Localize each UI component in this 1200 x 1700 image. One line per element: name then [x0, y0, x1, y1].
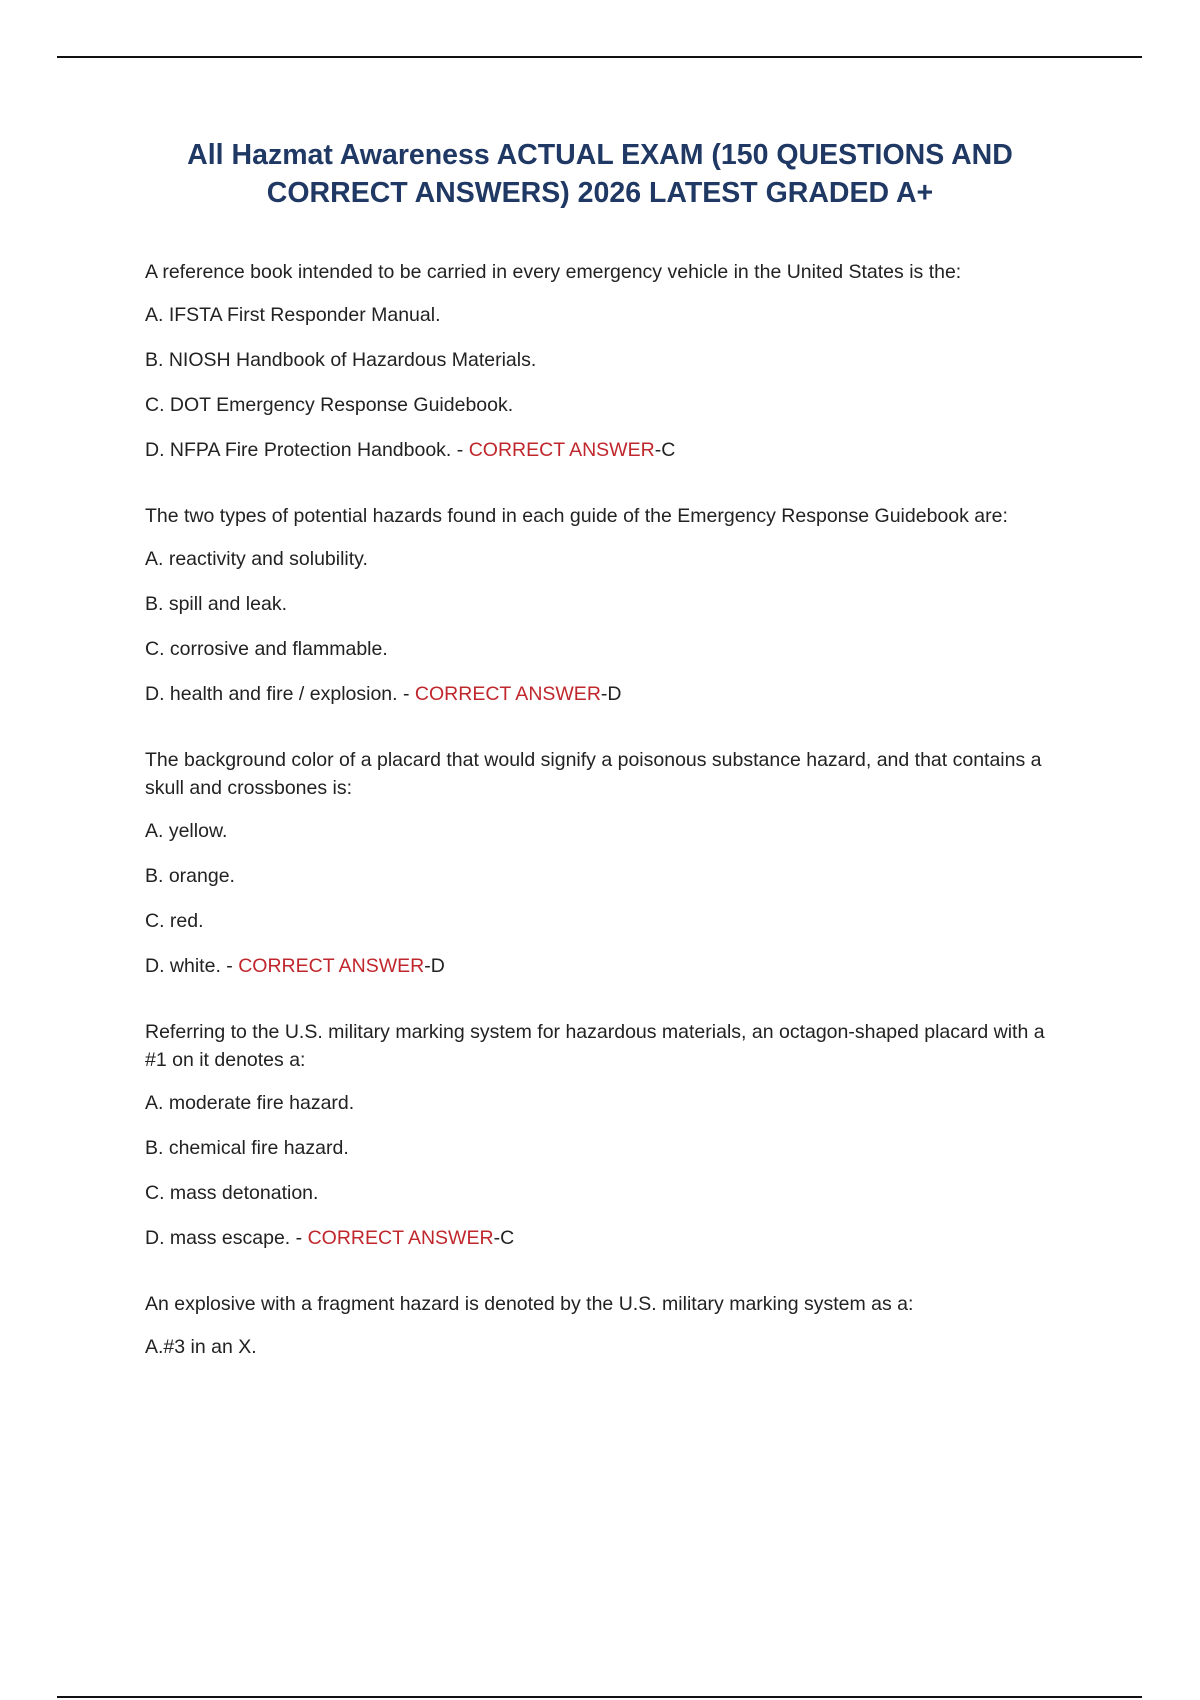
option-d: D. health and fire / explosion. -	[145, 683, 410, 705]
question-text: Referring to the U.S. military marking system for hazardous materials, an octagon-shaped placard with a #1 on it denotes a:	[145, 1021, 1045, 1071]
page-bottom-rule	[57, 1696, 1142, 1698]
option-c: C. DOT Emergency Response Guidebook.	[145, 394, 514, 416]
correct-answer-letter: D	[430, 955, 445, 977]
question-list	[145, 258, 1065, 1399]
option-b: B. spill and leak.	[145, 593, 287, 615]
question-text: The background color of a placard that would signify a poisonous substance hazard, and that contains a skull and crossbones is:	[145, 749, 1042, 799]
option-a: A.#3 in an X.	[145, 1336, 257, 1358]
question-text: A reference book intended to be carried in every emergency vehicle in the United States is the:	[145, 261, 962, 283]
document-title-line-2: CORRECT ANSWERS) 2026 LATEST GRADED A+	[266, 177, 934, 209]
correct-answer-letter: D	[607, 683, 622, 705]
question-3	[145, 746, 1065, 980]
question-2	[145, 502, 1065, 708]
option-d-with-answer: D. white. - CORRECT ANSWER-D	[145, 955, 445, 977]
option-b: B. orange.	[145, 865, 235, 887]
option-b: B. chemical fire hazard.	[145, 1137, 349, 1159]
option-d-with-answer: D. NFPA Fire Protection Handbook. - CORRECT ANSWER-C	[145, 439, 676, 461]
question-1	[145, 258, 1065, 464]
document-title-line-1: All Hazmat Awareness ACTUAL EXAM (150 QUESTIONS AND	[187, 139, 1013, 171]
document-title	[0, 136, 1200, 212]
option-c: C. corrosive and flammable.	[145, 638, 388, 660]
option-c: C. red.	[145, 910, 204, 932]
correct-answer-label: CORRECT ANSWER	[307, 1227, 494, 1249]
option-d: D. white. -	[145, 955, 233, 977]
question-5	[145, 1290, 1065, 1361]
option-a: A. yellow.	[145, 820, 228, 842]
question-4	[145, 1018, 1065, 1252]
option-a: A. reactivity and solubility.	[145, 548, 368, 570]
question-text: The two types of potential hazards found in each guide of the Emergency Response Guidebook are:	[145, 505, 1008, 527]
option-d: D. NFPA Fire Protection Handbook. -	[145, 439, 464, 461]
correct-answer-label: CORRECT ANSWER	[238, 955, 425, 977]
option-a: A. IFSTA First Responder Manual.	[145, 304, 441, 326]
option-c: C. mass detonation.	[145, 1182, 319, 1204]
correct-answer-label: CORRECT ANSWER	[414, 683, 601, 705]
question-text: An explosive with a fragment hazard is denoted by the U.S. military marking system as a:	[145, 1293, 914, 1315]
correct-answer-letter: C	[500, 1227, 515, 1249]
option-d: D. mass escape. -	[145, 1227, 303, 1249]
option-d-with-answer: D. health and fire / explosion. - CORRECT ANSWER-D	[145, 683, 622, 705]
correct-answer-label: CORRECT ANSWER	[468, 439, 655, 461]
correct-answer-letter: C	[661, 439, 676, 461]
option-b: B. NIOSH Handbook of Hazardous Materials.	[145, 349, 537, 371]
page-top-rule	[57, 56, 1142, 58]
option-d-with-answer: D. mass escape. - CORRECT ANSWER-C	[145, 1227, 515, 1249]
option-a: A. moderate fire hazard.	[145, 1092, 355, 1114]
